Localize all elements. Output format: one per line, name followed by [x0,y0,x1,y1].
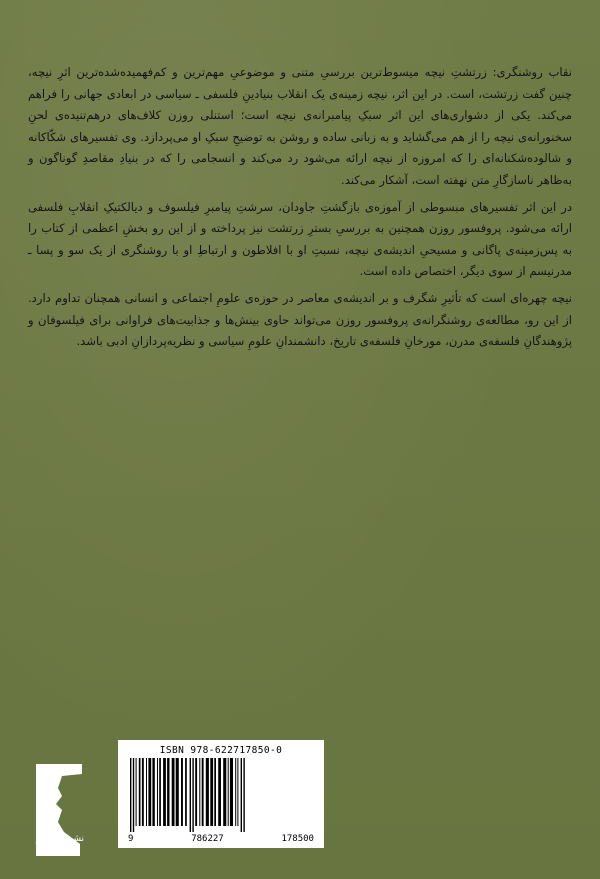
barcode-bar [192,758,193,832]
barcode-bar [241,758,242,832]
barcode-bar [185,758,187,826]
barcode-digit-group-2: 178500 [281,834,314,844]
barcode-bar [157,758,158,826]
barcode-bar [136,758,137,826]
barcode-bar [133,758,134,832]
barcode-bar [142,758,144,826]
barcode-bar [163,758,166,826]
barcode-bar [139,758,141,826]
barcode-bar [146,758,147,826]
barcode-icon [126,758,316,832]
barcode-bar [228,758,229,826]
barcode-bar [195,758,197,826]
barcode-bar [181,758,183,826]
isbn-barcode-panel [118,740,324,848]
barcode-bar [243,758,244,832]
barcode-bar [152,758,154,826]
barcode-bar [202,758,204,826]
barcode-bar [172,758,175,826]
isbn-number: ISBN 978-622717850-0 [159,745,283,756]
barcode-bar [159,758,161,826]
barcode-bar [167,758,169,826]
barcode-digit-group-1: 786227 [191,834,224,844]
barcode-bar [148,758,151,826]
barcode-bar [199,758,200,826]
barcode-first-digit: 9 [128,834,134,844]
blurb-paragraph-3: نیچه چهره‌ای است که تأثیرِ شگرف و بر اندیشه‌ی معاصر در حوزه‌ی علومِ اجتماعی و انسانی همچنان تداوم دارد. از این رو، مطالعه‌ی روشنگرانه‌ی پروفسور روزن می‌تواند حاوی بینش‌ها و جذابیت‌های فراوانی برای فیلسوفان و پژوهندگانِ فلسفه‌ی مدرن، مورخانِ فلسفه‌ی تاریخ، دانشمندانِ علومِ سیاسی و نظریه‌پردازانِ ادبی باشد. [28,290,572,349]
barcode-bar [190,758,191,832]
barcode-bar [206,758,209,826]
blurb-text [28,62,572,358]
blurb-paragraph-1: نقاب روشنگری: زرتشتِ نیچه میسوط‌ترین بررسیِ متنی و موضوعیِ مهم‌ترین و کم‌فهمیده‌شده‌ترین اثرِ نیچه، چنین گفت زرتشت، است. در این اثر، نیچه زمینه‌ی یک انقلاب بنیادینِ فلسفی ـ سیاسی در ابعادی جهانی را فراهم می‌کند. یکی از دشواری‌های این اثر سبکِ پیامبرانه‌ی نیچه است؛ استنلی روزن کلاف‌های درهم‌تنیده‌ی لحنِ سخنورانه‌ی نیچه را از هم می‌گشاید و به زبانی ساده و روشن به توضیحِ سبکِ او می‌پردازد. وی تفسیرهای شکّاکانه و شالوده‌شکنانه‌ای را که امروزه از نیچه ارائه می‌شود رد می‌کند و انسجامی را که در بنیادِ مقاصدِ گوناگون و به‌ظاهر ناسازگارِ متن نهفته است، آشکار می‌کند. [28,65,572,187]
barcode-bar [237,758,238,826]
barcode-bar [223,758,226,826]
blurb-paragraph-2: در این اثر تفسیرهای مبسوطی از آموزه‌ی بازگشتِ جاودان، سرشتِ پیامبرِ فیلسوف و دیالکتیکِ انقلابِ فلسفی ارائه می‌شود. پروفسور روزن همچنین به بررسیِ بسترِ زرتشت نیز پرداخته و از این رو بخشِ اعظمی از کتاب را به پس‌زمینه‌ی پاگانی و مسیحیِ اندیشه‌ی نیچه، نسبتِ او با افلاطون و ارتباطِ او با روشنگری از یک سو و پسا ـ مدرنیسم از سوی دیگر، اختصاص داده است. [28,199,572,279]
barcode-bar [230,758,233,826]
barcode-bar [214,758,216,826]
publisher-logo-icon [28,760,90,860]
barcode-bar [235,758,236,826]
publisher-name: نشر شب‌خیز [36,834,84,844]
barcode-bar [176,758,179,826]
barcode-bar [218,758,221,826]
barcode-bar [210,758,213,826]
barcode-digits [126,832,316,846]
barcode-bar [130,758,131,832]
